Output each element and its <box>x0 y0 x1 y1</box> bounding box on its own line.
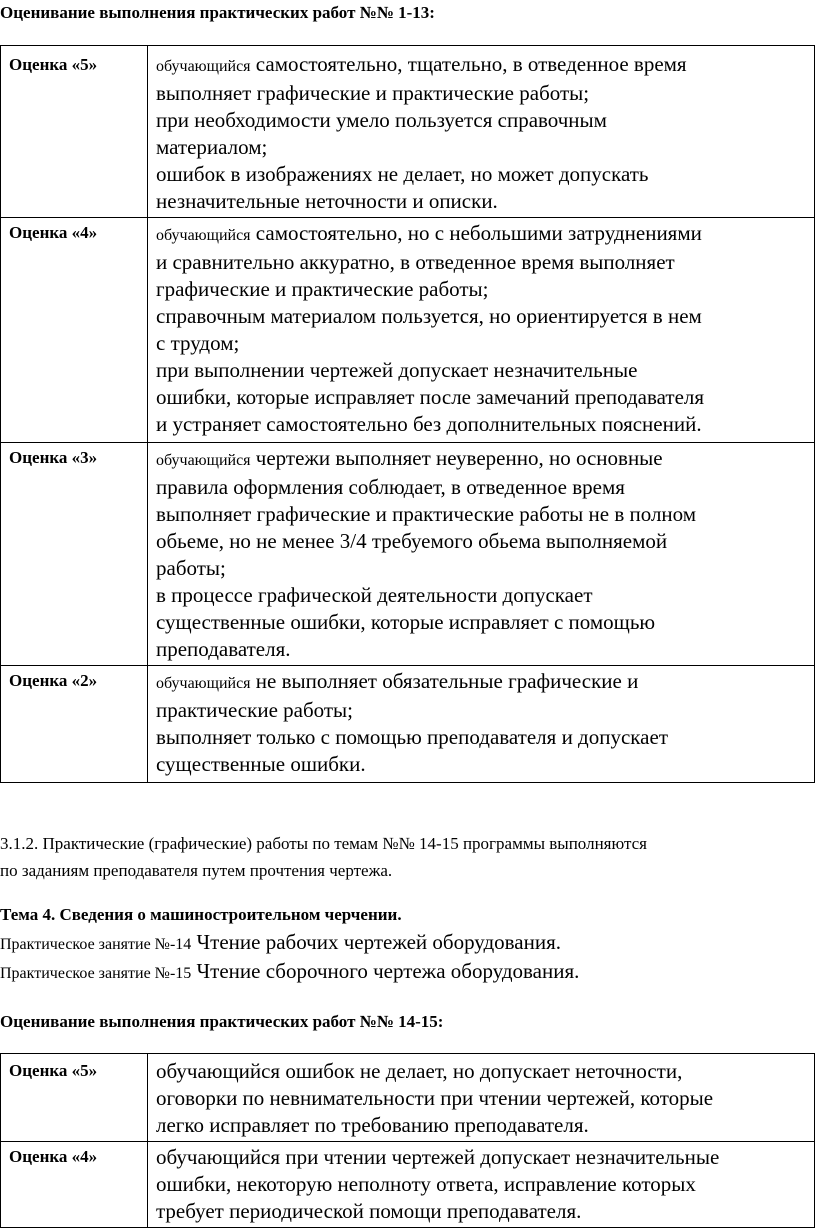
grade-label: Оценка «4» <box>1 1142 148 1228</box>
description-line: незначительные неточности и описки. <box>156 189 498 213</box>
description-line: ошибки, некоторую неполноту ответа, исправление которых <box>156 1172 696 1196</box>
description-line: обучающийся чертежи выполняет неуверенно, но основные <box>156 446 663 470</box>
grade-description <box>148 46 815 218</box>
grade-label: Оценка «3» <box>1 443 148 666</box>
description-line: преподавателя. <box>156 637 291 661</box>
description-line: существенные ошибки, которые исправляет с помощью <box>156 610 656 634</box>
lesson-line <box>0 956 579 989</box>
table-row <box>1 1142 815 1228</box>
grade-label: Оценка «4» <box>1 218 148 443</box>
description-line: справочным материалом пользуется, но ориентируется в нем <box>156 304 702 328</box>
description-line: при выполнении чертежей допускает незначительные <box>156 358 638 382</box>
description-line: обучающийся самостоятельно, тщательно, в отведенное время <box>156 52 687 76</box>
grading-table-2 <box>0 1053 815 1228</box>
table-row <box>1 443 815 666</box>
description-line: работы; <box>156 556 226 580</box>
description-line: графические и практические работы; <box>156 277 489 301</box>
description-line: обучающийся самостоятельно, но с небольшими затруднениями <box>156 221 702 245</box>
description-line: легко исправляет по требованию преподавателя. <box>156 1113 589 1137</box>
lesson-label: Практическое занятие №-14 <box>0 936 192 953</box>
grade-description <box>148 1142 815 1228</box>
table-row <box>1 218 815 443</box>
description-line: ошибок в изображениях не делает, но может допускать <box>156 162 649 186</box>
table-row <box>1 46 815 218</box>
grade-description <box>148 443 815 666</box>
description-line: правила оформления соблюдает, в отведенное время <box>156 475 625 499</box>
description-line: и сравнительно аккуратно, в отведенное время выполняет <box>156 250 675 274</box>
grade-description <box>148 666 815 783</box>
section1-heading: Оценивание выполнения практических работ №№ 1-13: <box>0 3 435 22</box>
description-line: обучающийся ошибок не делает, но допускает неточности, <box>156 1059 683 1083</box>
description-line: практические работы; <box>156 698 353 722</box>
description-line: требует периодической помощи преподавателя. <box>156 1199 582 1223</box>
description-line: материалом; <box>156 135 268 159</box>
description-line: обьеме, но не менее 3/4 требуемого обьема выполняемой <box>156 529 668 553</box>
paragraph-line: 3.1.2. Практические (графические) работы по темам №№ 14-15 программы выполняются <box>0 834 647 853</box>
description-line: обучающийся при чтении чертежей допускает незначительные <box>156 1145 720 1169</box>
grade-description <box>148 1054 815 1142</box>
description-line: в процессе графической деятельности допускает <box>156 583 593 607</box>
description-line: оговорки по невнимательности при чтении чертежей, которые <box>156 1086 714 1110</box>
table-row <box>1 1054 815 1142</box>
topic-heading: Тема 4. Сведения о машиностроительном черчении. <box>0 905 402 924</box>
description-line: ошибки, которые исправляет после замечаний преподавателя <box>156 385 705 409</box>
lesson-title: Чтение сборочного чертежа оборудования. <box>191 959 580 983</box>
description-line: выполняет графические и практические работы; <box>156 81 590 105</box>
lesson-title: Чтение рабочих чертежей оборудования. <box>191 930 561 954</box>
description-line: существенные ошибки. <box>156 752 366 776</box>
grading-table-1 <box>0 45 815 783</box>
description-line: при необходимости умело пользуется справочным <box>156 108 607 132</box>
description-line: и устраняет самостоятельно без дополнительных пояснений. <box>156 412 702 436</box>
lesson-label: Практическое занятие №-15 <box>0 965 192 982</box>
description-line: с трудом; <box>156 331 240 355</box>
section2-heading: Оценивание выполнения практических работ №№ 14-15: <box>0 1012 444 1031</box>
grade-description <box>148 218 815 443</box>
description-line: выполняет только с помощью преподавателя и допускает <box>156 725 668 749</box>
description-line: обучающийся не выполняет обязательные графические и <box>156 669 639 693</box>
grade-label: Оценка «2» <box>1 666 148 783</box>
grade-label: Оценка «5» <box>1 1054 148 1142</box>
table-row <box>1 666 815 783</box>
description-line: выполняет графические и практические работы не в полном <box>156 502 697 526</box>
paragraph-line: по заданиям преподавателя путем прочтения чертежа. <box>0 861 393 880</box>
grade-label: Оценка «5» <box>1 46 148 218</box>
